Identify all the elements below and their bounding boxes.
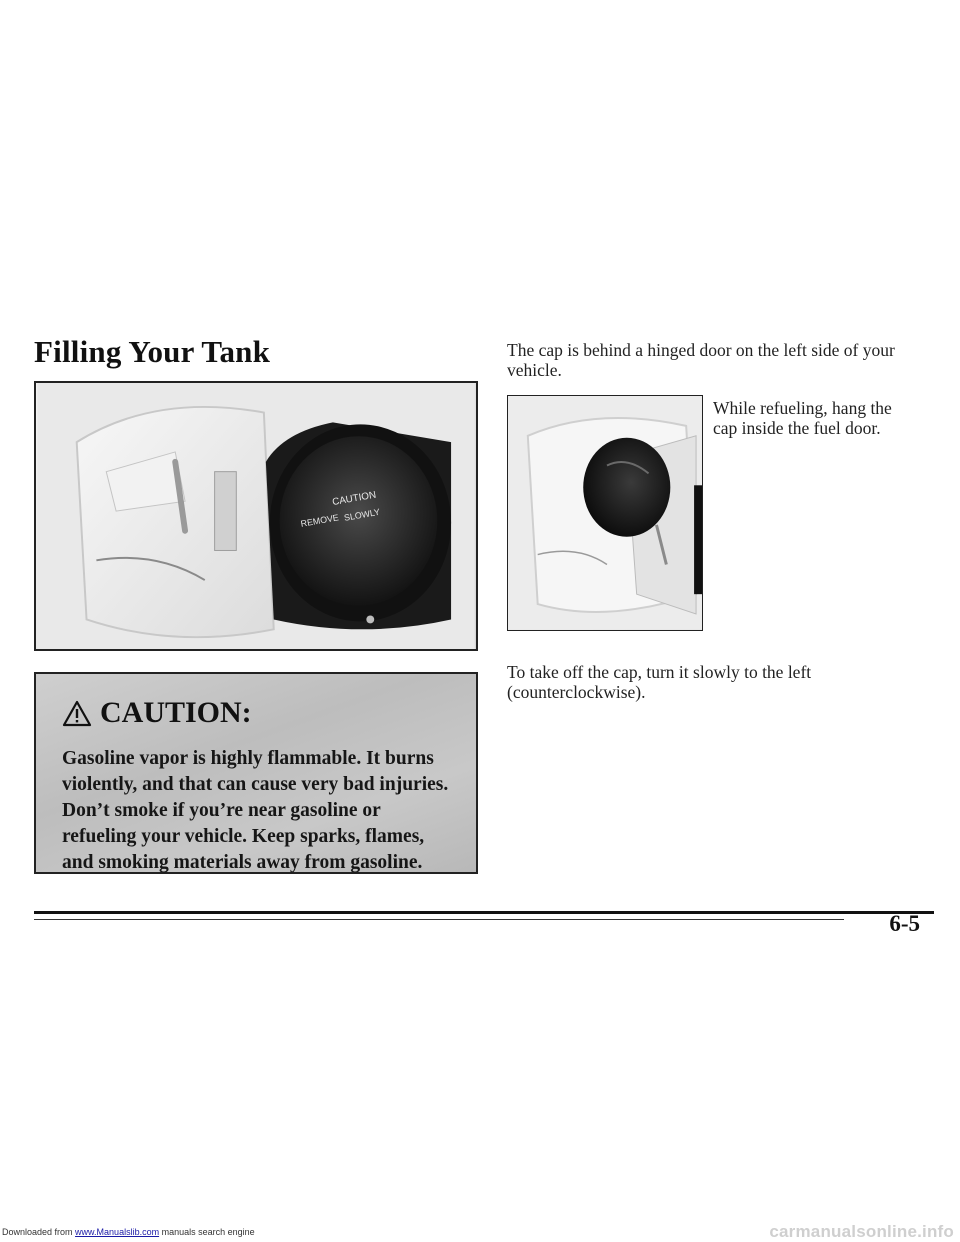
divider-thin: [34, 919, 844, 920]
caution-box: [34, 672, 478, 874]
watermark: carmanualsonline.info: [769, 1222, 954, 1241]
footer-suffix: manuals search engine: [159, 1227, 255, 1237]
footer-prefix: Downloaded from: [2, 1227, 76, 1237]
warning-triangle-icon: [62, 700, 92, 727]
caution-text: Gasoline vapor is highly flammable. It burns violently, and that can cause very bad injuries. Don’t smoke if you’re near gasoline or refueling your vehicle. Keep sparks, flames, and smoking materials away from gasoline.: [62, 748, 449, 873]
divider-thick: [34, 911, 934, 914]
photo-caption: While refueling, hang the cap inside the fuel door.: [713, 398, 892, 438]
intro-text: The cap is behind a hinged door on the left side of your vehicle.: [507, 340, 895, 380]
manualslib-link[interactable]: www.Manualslib.com: [75, 1227, 160, 1237]
fuel-door-photo: [34, 381, 478, 651]
caution-heading: [62, 696, 450, 730]
instruction-text: To take off the cap, turn it slowly to the left (counterclockwise).: [507, 662, 812, 702]
cap-hanging-photo: [507, 395, 703, 631]
cap-caution-label: CAUTION: [331, 489, 377, 509]
cap-remove-label: REMOVE: [299, 512, 340, 529]
page-number: 6-5: [889, 911, 920, 936]
cap-slowly-label: SLOWLY: [343, 506, 381, 523]
cap-hanging-illustration: [508, 396, 702, 630]
download-footer: [2, 1227, 255, 1237]
caution-heading-text: CAUTION:: [100, 696, 252, 729]
page-title: Filling Your Tank: [34, 334, 271, 369]
fuel-door-illustration: [36, 383, 476, 649]
